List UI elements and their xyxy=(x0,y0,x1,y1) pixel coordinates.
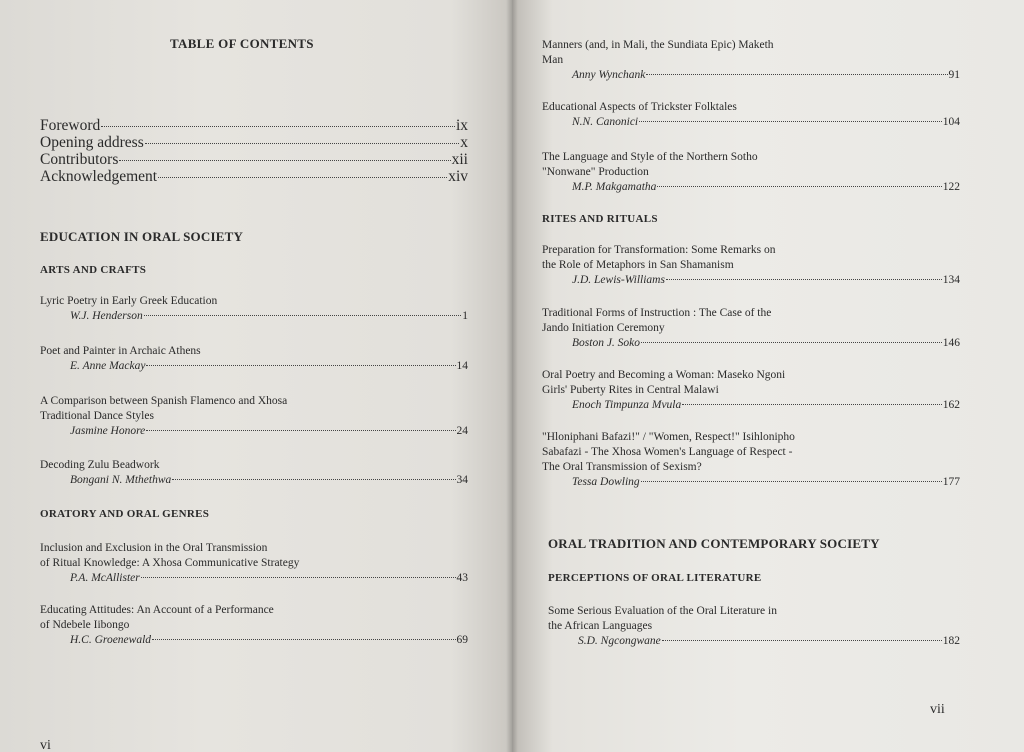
entry-author: M.P. Makgamatha xyxy=(572,181,657,193)
front-matter-page: x xyxy=(460,134,468,151)
entry-title-line: Lyric Poetry in Early Greek Education xyxy=(40,295,218,307)
section-heading-oral-tradition: ORAL TRADITION AND CONTEMPORARY SOCIETY xyxy=(548,536,880,551)
entry-title-line: The Oral Transmission of Sexism? xyxy=(542,461,702,473)
entry-title-line: "Nonwane" Production xyxy=(542,166,649,178)
entry-author: P.A. McAllister xyxy=(70,572,140,584)
entry-title-line: Some Serious Evaluation of the Oral Literature in xyxy=(548,605,777,617)
entry-author: Jasmine Honore xyxy=(70,425,146,437)
toc-entry xyxy=(40,344,468,374)
toc-entry xyxy=(542,430,960,490)
toc-entry xyxy=(40,458,468,488)
subheading-arts-and-crafts: ARTS AND CRAFTS xyxy=(40,264,147,276)
toc-entry xyxy=(542,150,960,195)
dot-leader xyxy=(641,481,942,482)
entry-page-number: 177 xyxy=(942,476,960,488)
entry-page-number: 69 xyxy=(456,634,468,646)
entry-author-row xyxy=(542,398,960,413)
subheading-perceptions: PERCEPTIONS OF ORAL LITERATURE xyxy=(548,572,762,584)
front-matter-label: Opening address xyxy=(40,134,144,151)
entry-title-line: Jando Initiation Ceremony xyxy=(542,322,665,334)
dot-leader xyxy=(641,342,942,343)
dot-leader xyxy=(662,640,942,641)
page-number-left: vi xyxy=(40,738,51,752)
entry-title-line: Preparation for Transformation: Some Remarks on xyxy=(542,244,776,256)
toc-entry xyxy=(40,603,468,648)
entry-page-number: 34 xyxy=(456,474,468,486)
entry-page-number: 134 xyxy=(942,274,960,286)
dot-leader xyxy=(172,479,455,480)
dot-leader xyxy=(639,121,942,122)
toc-entry xyxy=(542,368,960,413)
toc-entry xyxy=(542,243,960,288)
subheading-oratory: ORATORY AND ORAL GENRES xyxy=(40,508,210,520)
entry-title-line: Traditional Forms of Instruction : The Case of the xyxy=(542,307,772,319)
entry-author-row xyxy=(40,424,468,439)
entry-author: W.J. Henderson xyxy=(70,310,143,322)
entry-page-number: 104 xyxy=(942,116,960,128)
entry-title-line: Traditional Dance Styles xyxy=(40,410,154,422)
entry-author-row xyxy=(40,473,468,488)
dot-leader xyxy=(145,143,460,144)
entry-title-line: A Comparison between Spanish Flamenco and Xhosa xyxy=(40,395,288,407)
entry-author: Tessa Dowling xyxy=(572,476,640,488)
toc-title: TABLE OF CONTENTS xyxy=(170,36,314,51)
entry-page-number: 1 xyxy=(462,310,468,322)
front-matter-page: xiv xyxy=(448,168,468,185)
toc-entry xyxy=(542,100,960,130)
toc-entry xyxy=(542,38,960,83)
dot-leader xyxy=(119,160,450,161)
toc-entry xyxy=(40,394,468,439)
entry-author: E. Anne Mackay xyxy=(70,360,146,372)
dot-leader xyxy=(146,365,455,366)
dot-leader xyxy=(657,186,941,187)
entry-title-line: Inclusion and Exclusion in the Oral Transmission xyxy=(40,542,268,554)
front-matter-item xyxy=(40,117,468,134)
entry-title-line: Oral Poetry and Becoming a Woman: Maseko Ngoni xyxy=(542,369,786,381)
toc-entry xyxy=(548,604,960,649)
entry-page-number: 182 xyxy=(942,635,960,647)
front-matter-item xyxy=(40,168,468,185)
entry-title-line: of Ndebele Iibongo xyxy=(40,619,130,631)
entry-author-row xyxy=(542,180,960,195)
entry-author: Bongani N. Mthethwa xyxy=(70,474,172,486)
entry-page-number: 91 xyxy=(948,69,960,81)
entry-page-number: 122 xyxy=(942,181,960,193)
entry-page-number: 162 xyxy=(942,399,960,411)
entry-author-row xyxy=(542,273,960,288)
entry-author-row xyxy=(548,634,960,649)
toc-entry xyxy=(542,306,960,351)
entry-author-row xyxy=(40,359,468,374)
section-heading-education: EDUCATION IN ORAL SOCIETY xyxy=(40,229,244,244)
toc-entry xyxy=(40,294,468,324)
dot-leader xyxy=(141,577,456,578)
entry-author: Boston J. Soko xyxy=(572,337,641,349)
entry-page-number: 24 xyxy=(456,425,468,437)
entry-title-line: "Hloniphani Bafazi!" / "Women, Respect!" Isihlonipho xyxy=(542,431,795,443)
entry-title-line: Manners (and, in Mali, the Sundiata Epic) Maketh xyxy=(542,39,774,51)
entry-author: Anny Wynchank xyxy=(572,69,646,81)
page-number-right: vii xyxy=(930,702,945,717)
entry-title-line: of Ritual Knowledge: A Xhosa Communicative Strategy xyxy=(40,557,300,569)
entry-author-row xyxy=(542,68,960,83)
toc-entry xyxy=(40,541,468,586)
dot-leader xyxy=(646,74,947,75)
dot-leader xyxy=(146,430,455,431)
dot-leader xyxy=(682,404,942,405)
entry-title-line: Decoding Zulu Beadwork xyxy=(40,459,160,471)
entry-page-number: 14 xyxy=(456,360,468,372)
front-matter-list xyxy=(40,117,468,185)
entry-page-number: 146 xyxy=(942,337,960,349)
dot-leader xyxy=(158,177,447,178)
dot-leader xyxy=(144,315,462,316)
entry-author-row xyxy=(542,336,960,351)
entry-title-line: Educational Aspects of Trickster Folktales xyxy=(542,101,737,113)
entry-title-line: Poet and Painter in Archaic Athens xyxy=(40,345,201,357)
entry-author-row xyxy=(542,475,960,490)
entry-title-line: the African Languages xyxy=(548,620,653,632)
entry-title-line: Girls' Puberty Rites in Central Malawi xyxy=(542,384,719,396)
front-matter-item xyxy=(40,151,468,168)
entry-title-line: Educating Attitudes: An Account of a Performance xyxy=(40,604,274,616)
entry-title-line: Man xyxy=(542,54,564,66)
entry-author: S.D. Ngcongwane xyxy=(578,635,661,647)
front-matter-label: Foreword xyxy=(40,117,101,134)
entry-author-row xyxy=(542,115,960,130)
front-matter-item xyxy=(40,134,468,151)
right-page xyxy=(512,0,1024,752)
entry-page-number: 43 xyxy=(456,572,468,584)
entry-title-line: Sabafazi - The Xhosa Women's Language of Respect - xyxy=(542,446,793,458)
entry-title-line: the Role of Metaphors in San Shamanism xyxy=(542,259,734,271)
entry-author-row xyxy=(40,309,468,324)
entry-author: Enoch Timpunza Mvula xyxy=(572,399,682,411)
dot-leader xyxy=(666,279,942,280)
entry-title-line: The Language and Style of the Northern Sotho xyxy=(542,151,758,163)
entry-author-row xyxy=(40,633,468,648)
dot-leader xyxy=(101,126,455,127)
entry-author: N.N. Canonici xyxy=(572,116,639,128)
dot-leader xyxy=(152,639,455,640)
entry-author: J.D. Lewis-Williams xyxy=(572,274,665,286)
front-matter-page: xii xyxy=(451,151,468,168)
entry-author-row xyxy=(40,571,468,586)
subheading-rites-and-rituals: RITES AND RITUALS xyxy=(542,213,658,225)
front-matter-page: ix xyxy=(455,117,468,134)
book-gutter xyxy=(506,0,518,752)
front-matter-label: Acknowledgement xyxy=(40,168,158,185)
front-matter-label: Contributors xyxy=(40,151,119,168)
entry-author: H.C. Groenewald xyxy=(70,634,152,646)
